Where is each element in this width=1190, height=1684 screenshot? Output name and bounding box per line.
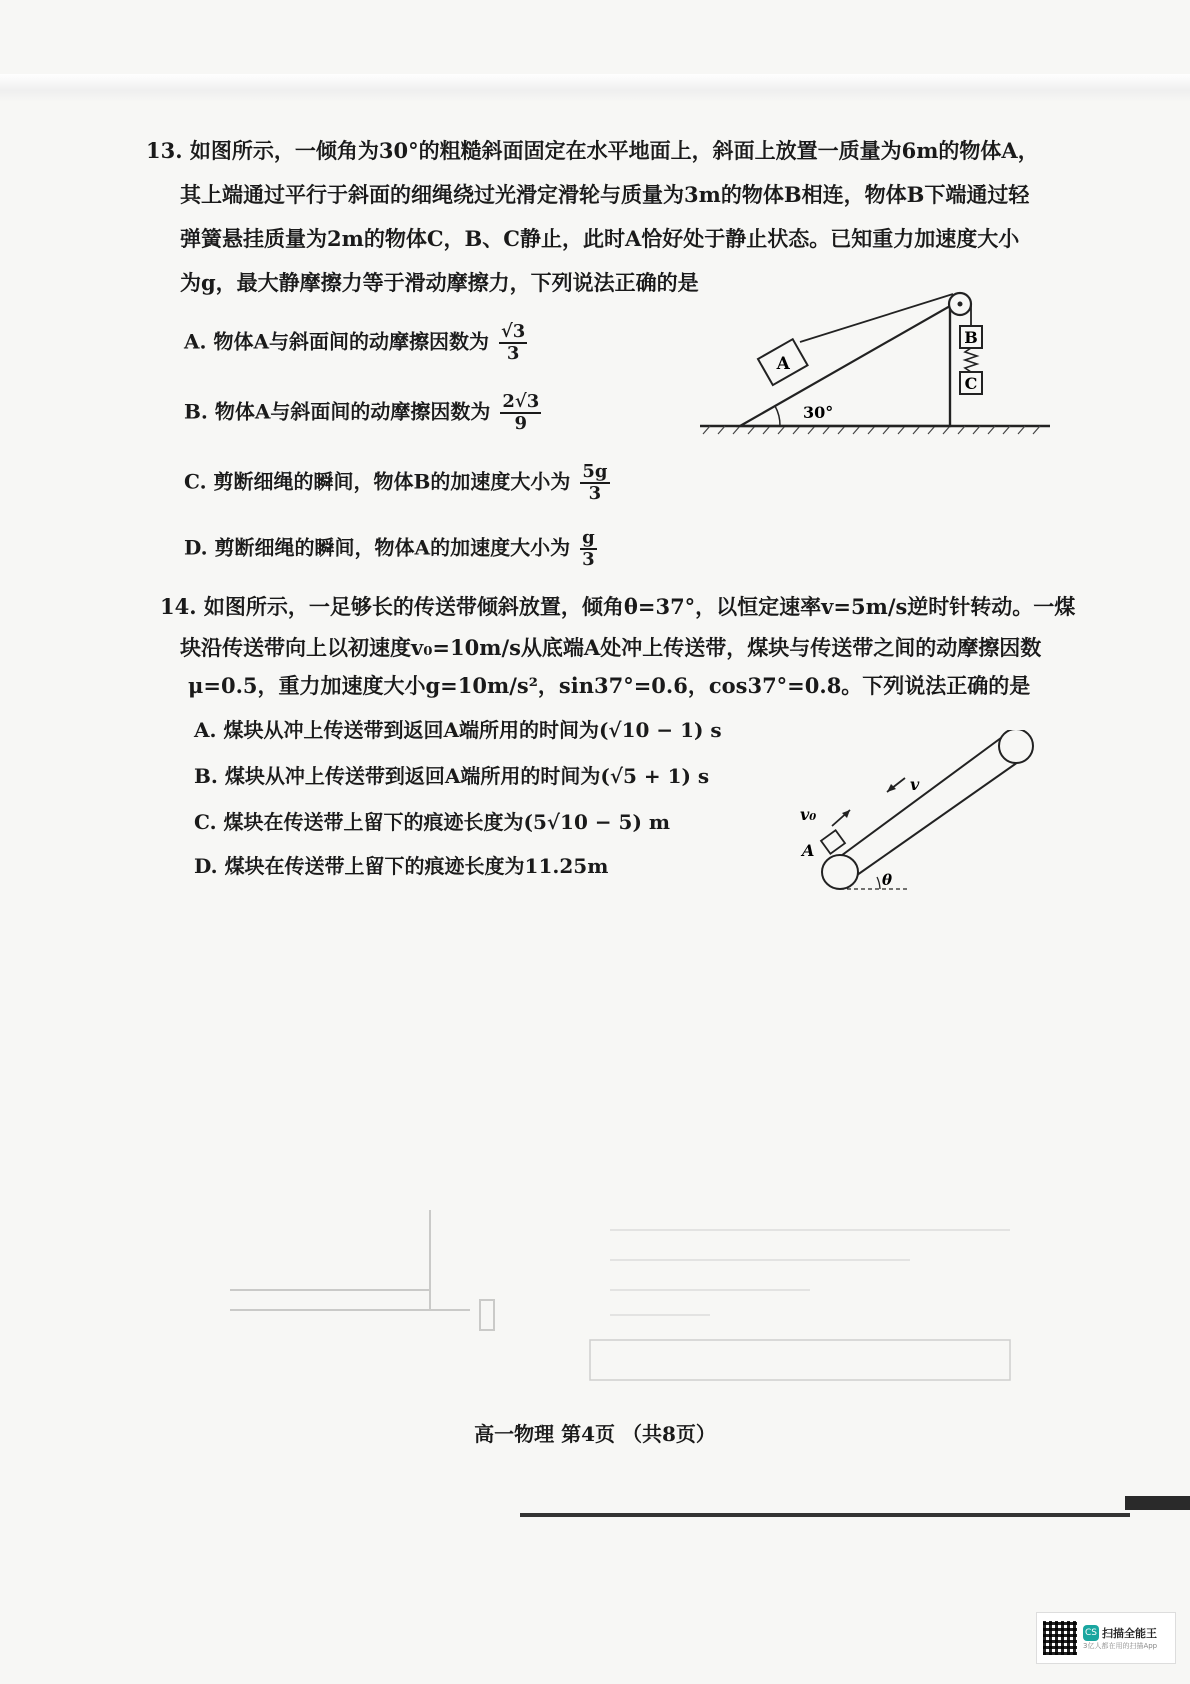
q14-option-d[interactable] [194,850,608,879]
q14-line-2: 块沿传送带向上以初速度v₀=10m/s从底端A处冲上传送带，煤块与传送带之间的动摩擦因数 [180,635,1042,660]
q13-option-a[interactable] [184,322,527,364]
q14-line-1 [160,591,1075,621]
upper-roller [999,730,1033,763]
option-letter: D. [194,854,218,878]
angle-label: 30° [803,403,834,422]
option-text: 煤块从冲上传送带到返回A端所用的时间为(√10 − 1) s [223,718,722,742]
block-a [758,339,808,385]
spring [965,348,977,372]
block-c-label: C [964,374,978,393]
point-a-label: A [802,841,815,860]
scan-top-band [0,74,1190,102]
q13-option-d[interactable] [184,528,597,570]
theta-arc [877,877,880,889]
option-text: 煤块从冲上传送带到返回A端所用的时间为(√5 + 1) s [224,764,710,788]
pulley-axle [958,302,963,307]
belt-top [830,735,1005,864]
option-text: 物体A与斜面间的动摩擦因数为 [214,399,491,424]
option-letter: C. [184,469,207,494]
q13-text: 如图所示，一倾角为30°的粗糙斜面固定在水平地面上，斜面上放置一质量为6m的物体A， [189,138,1039,163]
qr-code-icon [1043,1621,1077,1655]
q13-option-c[interactable] [184,462,610,504]
option-text: 剪断细绳的瞬间，物体A的加速度大小为 [214,535,571,560]
q14-option-a[interactable] [194,714,722,743]
theta-label: θ [882,871,893,889]
q14-line-3: μ=0.5，重力加速度大小g=10m/s²，sin37°=0.6，cos37°=0.8。下列说法正确的是 [188,673,1031,698]
option-fraction: $\frac{5g}{3}$ [582,461,608,504]
lower-roller [822,855,858,889]
option-fraction: $\frac{2√3}{9}$ [502,391,540,434]
q13-line-1 [146,135,1039,165]
option-letter: C. [194,810,217,834]
page-footer: 高一物理 第4页 （共8页） [474,1422,716,1446]
q13-number: 13. [146,138,183,163]
q14-conveyor-figure [790,730,1050,890]
scan-corner-block [1125,1496,1190,1510]
option-fraction: $\frac{√3}{3}$ [500,321,526,364]
option-letter: A. [184,329,207,354]
option-letter: A. [194,718,217,742]
v-label: v [910,775,920,794]
q14-number: 14. [160,594,197,619]
cs-logo-icon: CS [1083,1625,1099,1641]
option-letter: B. [184,399,208,424]
q13-line-4: 为g，最大静摩擦力等于滑动摩擦力，下列说法正确的是 [180,270,699,295]
q14-option-b[interactable] [194,760,709,789]
option-letter: D. [184,535,208,560]
q14-option-c[interactable] [194,806,670,835]
scanner-watermark [1036,1612,1176,1664]
option-text: 剪断细绳的瞬间，物体B的加速度大小为 [213,469,571,494]
bleed-through-text [175,430,635,459]
q13-option-b[interactable] [184,392,541,434]
q13-incline-figure [700,290,1060,440]
v0-label: v₀ [800,805,817,824]
watermark-subtitle: 3亿人都在用的扫描App [1083,1642,1158,1650]
coal-block [821,830,845,854]
watermark-title: 扫描全能王 [1102,1627,1157,1640]
option-text: 煤块在传送带上留下的痕迹长度为(5√10 − 5) m [223,810,671,834]
block-a-label: A [776,353,790,374]
option-text: 物体A与斜面间的动摩擦因数为 [213,329,489,354]
bleed-through-figures [170,1200,1070,1400]
q14-text: 如图所示，一足够长的传送带倾斜放置，倾角θ=37°，以恒定速率v=5m/s逆时针转动。一煤 [203,594,1076,619]
q13-line-3: 弹簧悬挂质量为2m的物体C，B、C静止，此时A恰好处于静止状态。已知重力加速度大小 [180,226,1020,251]
block-b-label: B [964,328,978,347]
belt-bottom [850,755,1028,880]
option-text: 煤块在传送带上留下的痕迹长度为11.25m [224,854,609,878]
option-letter: B. [194,764,218,788]
scan-bottom-edge [520,1513,1130,1517]
angle-arc [775,406,780,426]
option-fraction: $\frac{g}{3}$ [582,527,595,570]
q13-line-2: 其上端通过平行于斜面的细绳绕过光滑定滑轮与质量为3m的物体B相连，物体B下端通过轻 [180,182,1030,207]
